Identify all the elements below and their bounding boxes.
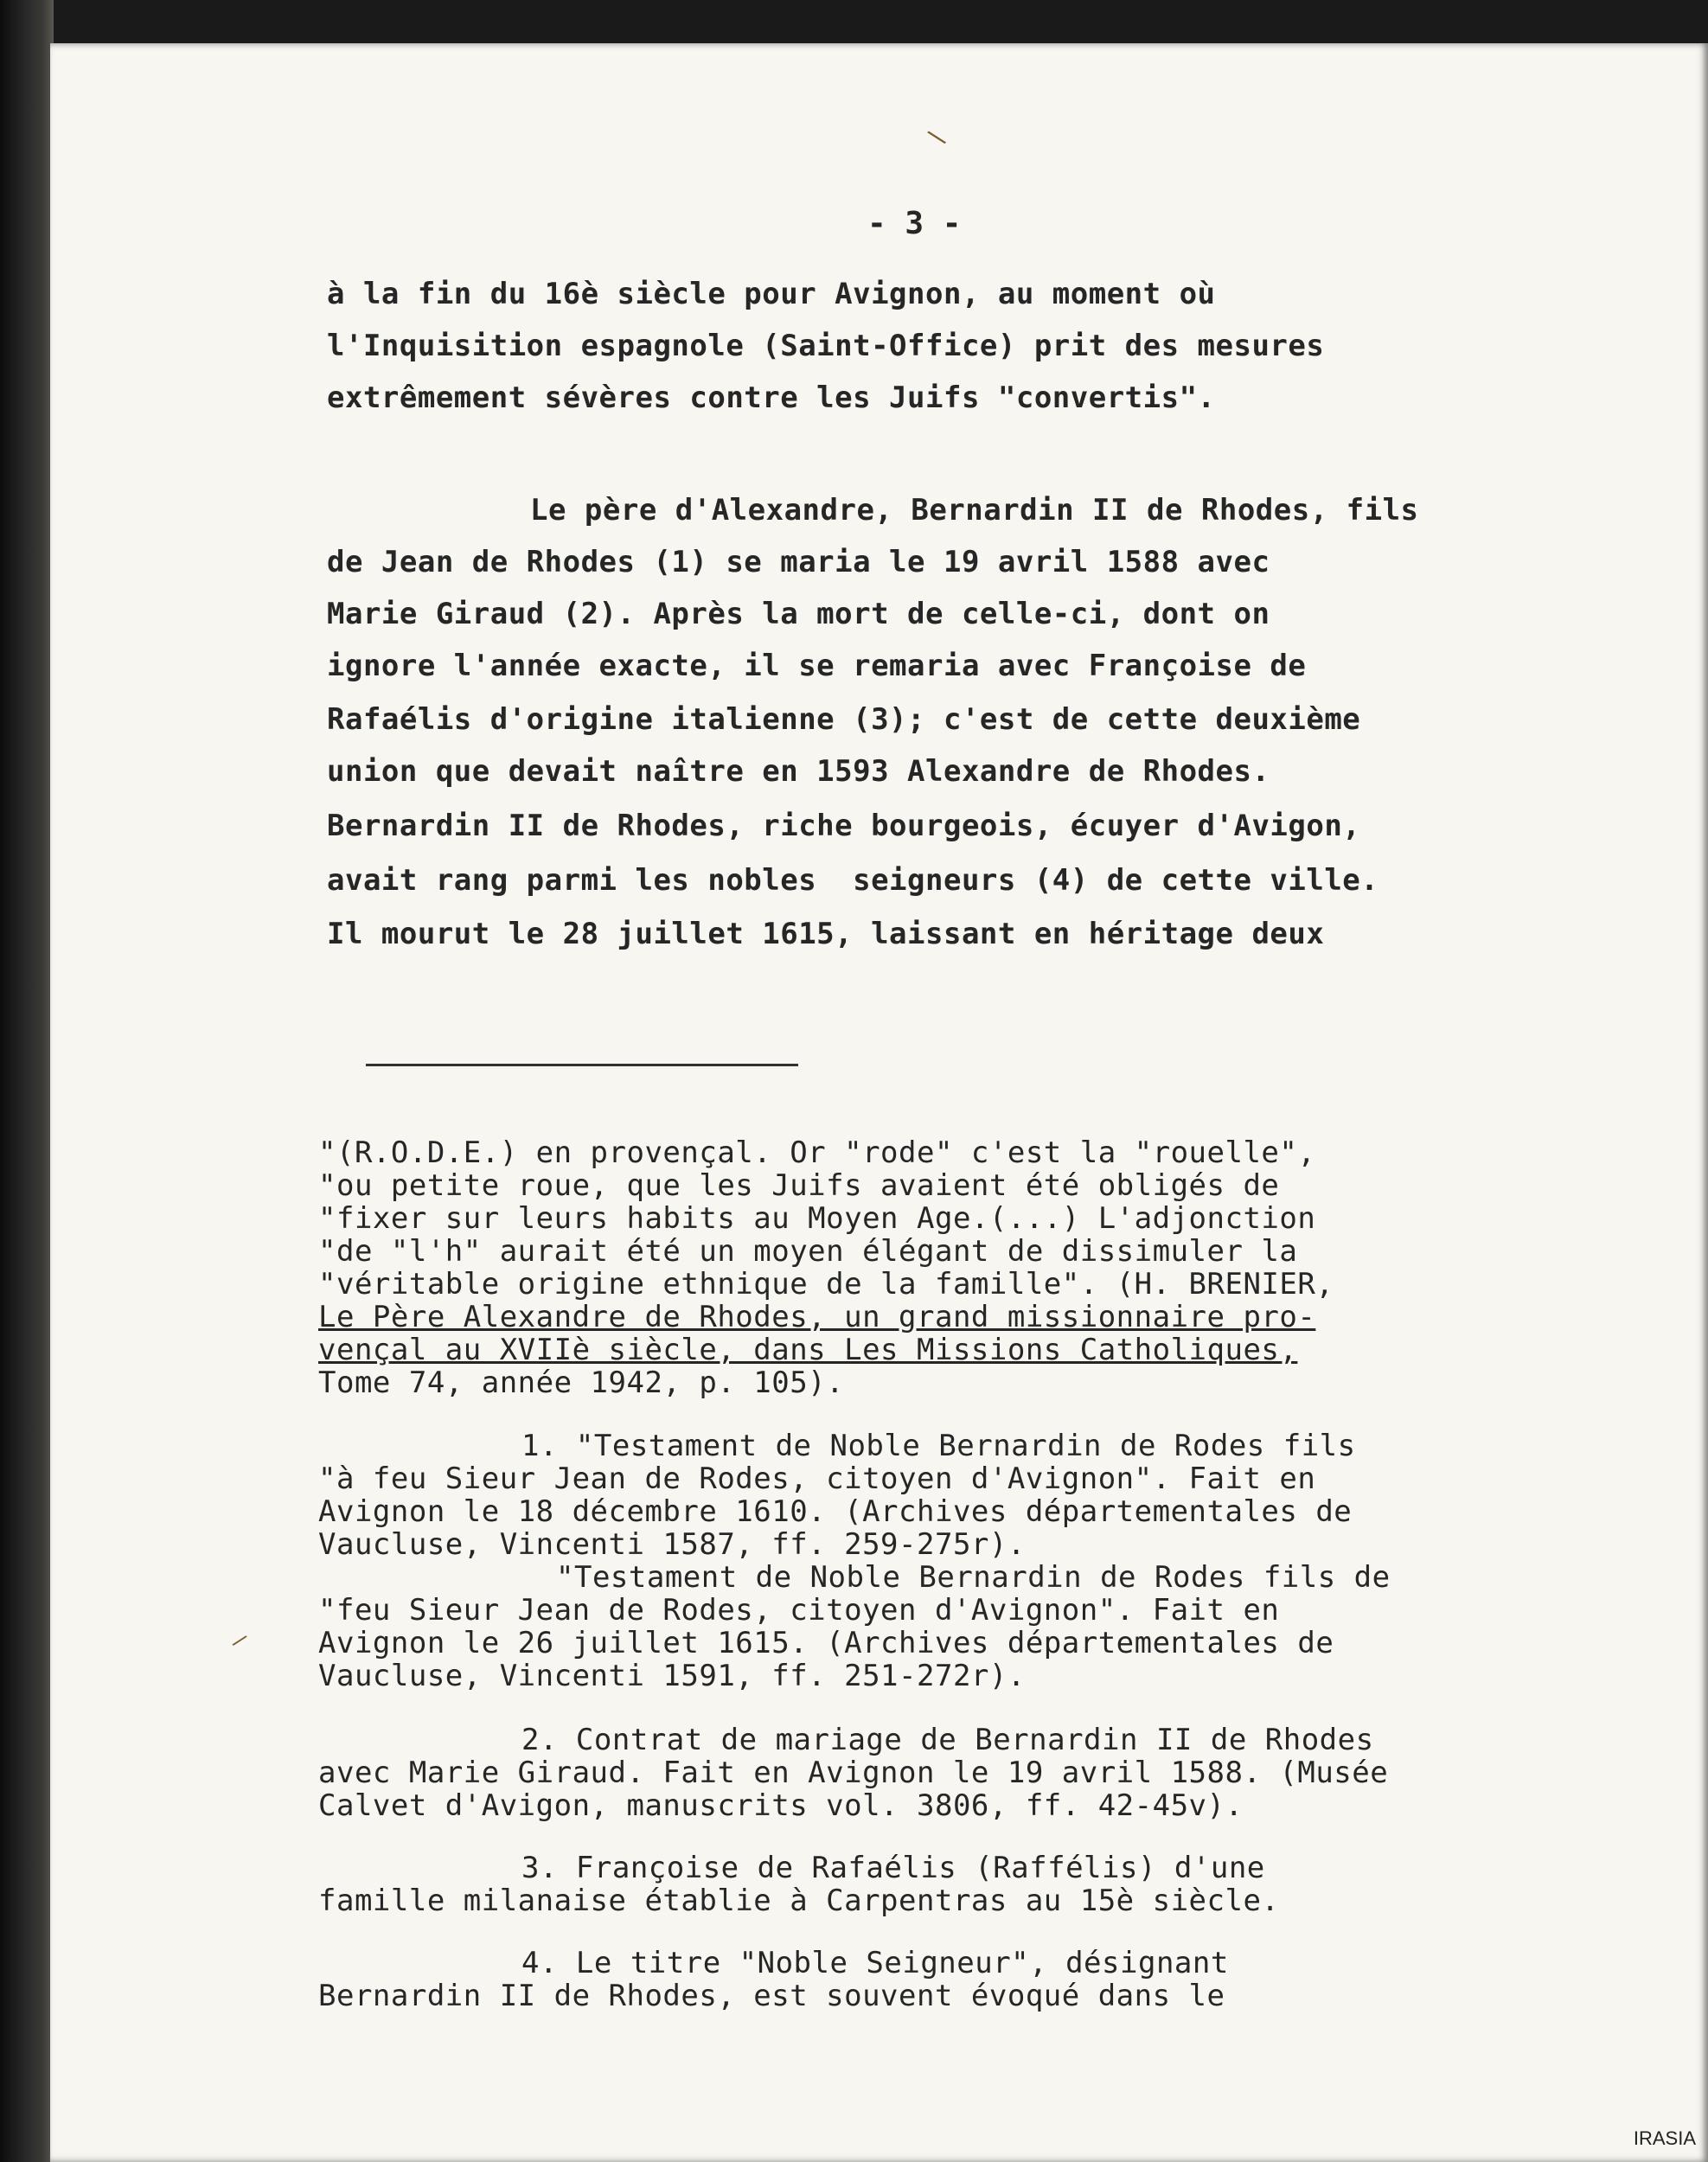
footnote-line: 3. Françoise de Rafaélis (Raffélis) d'une [521, 1851, 1265, 1885]
footnote-line: "feu Sieur Jean de Rodes, citoyen d'Avignon". Fait en [318, 1593, 1280, 1628]
ink-speck: \ [924, 123, 949, 151]
body-line: Bernardin II de Rhodes, riche bourgeois, écuyer d'Avigon, [327, 809, 1361, 843]
body-line: l'Inquisition espagnole (Saint-Office) prit des mesures [327, 329, 1325, 363]
footnote-line: avec Marie Giraud. Fait en Avignon le 19 avril 1588. (Musée [318, 1756, 1389, 1790]
footnote-line: Vaucluse, Vincenti 1591, ff. 251-272r). [318, 1659, 1026, 1693]
footnote-citation-line: vençal au XVIIè siècle, dans Les Missions Catholiques, [318, 1333, 1298, 1367]
body-line: avait rang parmi les nobles seigneurs (4) de cette ville. [327, 863, 1379, 898]
footnote-line: "fixer sur leurs habits au Moyen Age.(...) L'adjonction [318, 1201, 1316, 1236]
watermark: IRASIA [1633, 2127, 1696, 2149]
footnote-line: "à feu Sieur Jean de Rodes, citoyen d'Avignon". Fait en [318, 1462, 1316, 1496]
body-line: union que devait naître en 1593 Alexandre de Rhodes. [327, 754, 1270, 789]
footnote-line: Calvet d'Avigon, manuscrits vol. 3806, ff. 42-45v). [318, 1788, 1244, 1823]
footnote-citation-line: Le Père Alexandre de Rhodes, un grand missionnaire pro- [318, 1300, 1316, 1334]
binder-edge [0, 0, 54, 2162]
footnote-line: "(R.O.D.E.) en provençal. Or "rode" c'est la "rouelle", [318, 1135, 1316, 1170]
footnote-separator [366, 1064, 798, 1066]
body-line: Il mourut le 28 juillet 1615, laissant en héritage deux [327, 917, 1325, 951]
footnote-line: famille milanaise établie à Carpentras au 15è siècle. [318, 1884, 1280, 1918]
footnote-line: Vaucluse, Vincenti 1587, ff. 259-275r). [318, 1527, 1026, 1562]
footnote-line: 4. Le titre "Noble Seigneur", désignant [521, 1946, 1229, 1980]
footnote-line: "véritable origine ethnique de la famille". (H. BRENIER, [318, 1267, 1334, 1302]
ink-speck: / [229, 1630, 249, 1652]
page-number: - 3 - [867, 206, 962, 241]
body-line: Marie Giraud (2). Après la mort de celle-ci, dont on [327, 597, 1270, 631]
body-line: Le père d'Alexandre, Bernardin II de Rhodes, fils [530, 493, 1419, 528]
body-line: ignore l'année exacte, il se remaria avec Françoise de [327, 649, 1307, 683]
document-page [50, 43, 1708, 2162]
footnote-line: "Testament de Noble Bernardin de Rodes fils de [556, 1560, 1391, 1595]
footnote-line: "de "l'h" aurait été un moyen élégant de dissimuler la [318, 1234, 1298, 1269]
body-line: de Jean de Rhodes (1) se maria le 19 avril 1588 avec [327, 545, 1270, 579]
body-line: Rafaélis d'origine italienne (3); c'est de cette deuxième [327, 702, 1361, 737]
footnote-line: 2. Contrat de mariage de Bernardin II de Rhodes [521, 1723, 1374, 1757]
footnote-line: Avignon le 26 juillet 1615. (Archives départementales de [318, 1626, 1334, 1660]
footnote-line: Bernardin II de Rhodes, est souvent évoqué dans le [318, 1979, 1225, 2013]
footnote-line: "ou petite roue, que les Juifs avaient été obligés de [318, 1168, 1280, 1203]
footnote-line: Avignon le 18 décembre 1610. (Archives départementales de [318, 1494, 1353, 1529]
body-line: à la fin du 16è siècle pour Avignon, au moment où [327, 277, 1216, 311]
body-line: extrêmement sévères contre les Juifs "convertis". [327, 381, 1216, 415]
footnote-line: 1. "Testament de Noble Bernardin de Rodes fils [521, 1429, 1356, 1463]
footnote-line: Tome 74, année 1942, p. 105). [318, 1366, 845, 1400]
